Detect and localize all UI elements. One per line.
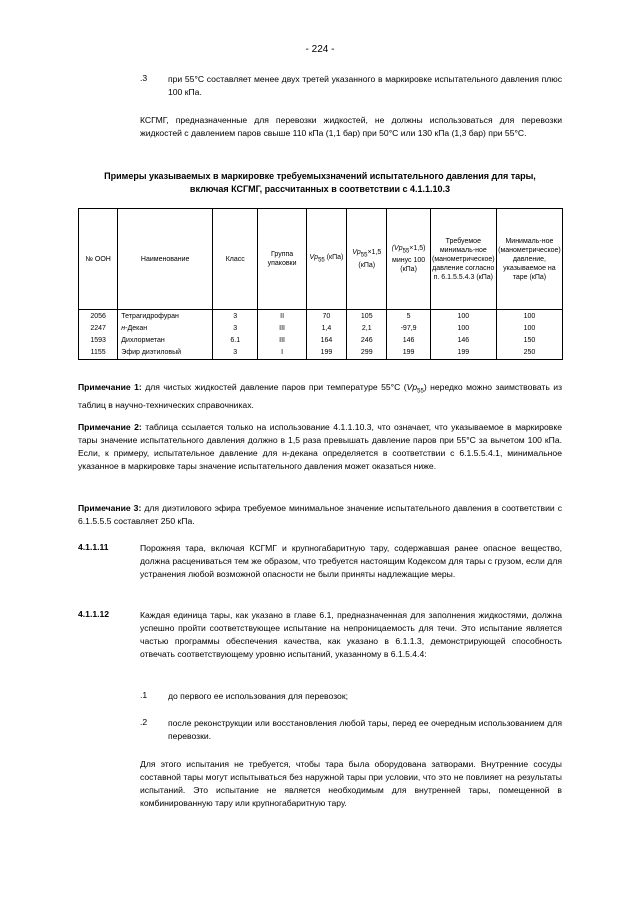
section-4-1-1-11-number: 4.1.1.11 xyxy=(78,542,109,552)
cell-group: III xyxy=(258,323,306,335)
cell-minus: 199 xyxy=(387,347,430,360)
note-1-label: Примечание 1: xyxy=(78,382,142,392)
cell-vp: 1,4 xyxy=(306,323,346,335)
section-4-1-1-12-closing: Для этого испытания не требуется, чтобы тара была оборудована затворами. Внутренние сосуды составной тары могут испытываться без наружной тары при условии, что это не повлияет на результаты испытаний. Это испытание не является необходимым для внутренней тары, помещенной в комбинированную тару или крупногабаритную тару. xyxy=(140,759,562,808)
note-3 xyxy=(78,502,562,528)
note-1-text-a: для чистых жидкостей давление паров при температуре 55°С ( xyxy=(141,382,407,392)
table-row xyxy=(79,347,563,360)
cell-class: 3 xyxy=(213,347,258,360)
cell-minus: 5 xyxy=(387,310,430,324)
header-vp15-symbol: Vp xyxy=(352,249,361,257)
cell-required: 100 xyxy=(430,323,496,335)
cell-vp15: 105 xyxy=(347,310,387,324)
item-3-text: при 55°С составляет менее двух третей указанного в маркировке испытательного давления плюс 100 кПа. xyxy=(168,74,562,97)
header-minus100-symbol: (Vp xyxy=(391,244,403,252)
section-4-1-1-11-text: Порожняя тара, включая КСГМГ и крупногабаритную тару, содержавшая ранее опасное вещество, должна расцениваться тем же образом, что требуется настоящим Кодексом для тары с грузом, если для устранения любой возможной опасности не были приняты надлежащие меры. xyxy=(140,543,562,579)
pressure-table xyxy=(78,208,563,360)
cell-marked: 100 xyxy=(496,310,562,324)
cell-vp15: 299 xyxy=(347,347,387,360)
note-1-text-b: ) нередко можно заимствовать из таблиц в научно-технических справочниках. xyxy=(78,382,563,410)
list-item-1-text: до первого ее использования для перевозок; xyxy=(168,691,348,701)
cell-vp: 164 xyxy=(306,335,346,347)
note-2 xyxy=(78,421,562,473)
table-title-line-1: Примеры указываемых в маркировке требуемыхзначений испытательного давления для тары, xyxy=(104,171,536,181)
page-number: - 224 - xyxy=(305,44,335,55)
note-2-label: Примечание 2: xyxy=(78,422,142,432)
cell-required: 199 xyxy=(430,347,496,360)
cell-group: II xyxy=(258,310,306,324)
list-item-1-number: .1 xyxy=(140,690,148,700)
note-3-text: для диэтилового эфира требуемое минимальное значение испытательного давления в соответствии с 6.1.5.5.5 составляет 250 кПа. xyxy=(78,503,563,526)
note-1-vp-symbol: Vp xyxy=(406,382,418,392)
note-2-text: таблица ссылается только на использование 4.1.1.10.3, что означает, что указываемое в маркировке тары значение испытательного давления должно в 1,5 раза превышать давление паров при 55°С за вычетом 100 кПа. Если, к примеру, испытательное давление для н-декана определяется в соответствии с 6.1.5.5.4.1, минимальное указанное в маркировке тары значение испытательного давления может оказаться ниже. xyxy=(78,422,562,471)
section-4-1-1-12-text: Каждая единица тары, как указано в главе 6.1, предназначенная для заполнения жидкостями, должна успешно пройти соответствующее испытание на непроницаемость для течи. Это испытание является частью программы обеспечения качества, как указано в 6.1.1.3, демонстрирующей способность отвечать соответствующему уровню испытаний, указанному в 6.1.5.4.4: xyxy=(140,610,562,659)
header-vp55 xyxy=(306,209,346,310)
note-3-label: Примечание 3: xyxy=(78,503,142,513)
cell-name-italic-prefix: н xyxy=(121,325,126,332)
table-header-row xyxy=(79,209,563,310)
cell-required: 146 xyxy=(430,335,496,347)
table-title xyxy=(78,170,562,196)
header-required: Требуемое минималь-ное (манометрическое) давление согласно п. 6.1.5.5.4.3 (кПа) xyxy=(430,209,496,310)
cell-un: 2056 xyxy=(79,310,118,324)
note-1-vp-subscript: 55 xyxy=(417,388,424,395)
header-class: Класс xyxy=(213,209,258,310)
header-vp15-rest: ×1,5 (кПа) xyxy=(358,249,382,269)
cell-minus: 146 xyxy=(387,335,430,347)
table-title-line-2: включая КСГМГ, рассчитанных в соответствии с 4.1.1.10.3 xyxy=(189,184,451,194)
header-minus100-subscript: 55 xyxy=(402,248,410,255)
header-vp55-subscript: 55 xyxy=(318,257,325,264)
cell-group: III xyxy=(258,335,306,347)
cell-name xyxy=(118,323,213,335)
header-group: Группа упаковки xyxy=(258,209,306,310)
cell-class: 6.1 xyxy=(213,335,258,347)
cell-marked: 250 xyxy=(496,347,562,360)
header-min-specified: Минималь-ное (манометрическое) давление, указываемое на таре (кПа) xyxy=(496,209,562,310)
ksgmg-paragraph: КСГМГ, предназначенные для перевозки жидкостей, не должны использоваться для перевозки жидкостей с давлением паров свыше 110 кПа (1,1 бар) при 50°С или 130 кПа (1,3 бар) при 55°С. xyxy=(140,115,562,138)
header-vp55-unit: (кПа) xyxy=(324,253,344,261)
header-un: № ООН xyxy=(79,209,118,310)
header-vp15 xyxy=(347,209,387,310)
header-name: Наименование xyxy=(118,209,213,310)
header-vp15-subscript: 55 xyxy=(360,252,368,259)
section-4-1-1-12-number: 4.1.1.12 xyxy=(78,609,110,619)
cell-vp15: 246 xyxy=(347,335,387,347)
cell-class: 3 xyxy=(213,310,258,324)
header-vp55-symbol: Vp xyxy=(309,253,319,261)
cell-vp: 199 xyxy=(306,347,346,360)
cell-name: Дихлорметан xyxy=(118,335,213,347)
list-item-2-text: после реконструкции или восстановления любой тары, перед ее очередным использованием для перевозки. xyxy=(168,718,562,741)
table-row xyxy=(79,335,563,347)
note-1 xyxy=(78,381,562,412)
cell-marked: 100 xyxy=(496,323,562,335)
header-minus100-rest: ×1,5) минус 100 (кПа) xyxy=(392,244,426,274)
cell-vp: 70 xyxy=(306,310,346,324)
cell-name: Тетрагидрофуран xyxy=(118,310,213,324)
cell-un: 2247 xyxy=(79,323,118,335)
table-row xyxy=(79,323,563,335)
cell-minus: -97,9 xyxy=(387,323,430,335)
cell-un: 1155 xyxy=(79,347,118,360)
cell-required: 100 xyxy=(430,310,496,324)
item-3-number: .3 xyxy=(140,73,148,83)
list-item-2-number: .2 xyxy=(140,717,148,727)
cell-name-rest: -Декан xyxy=(125,325,148,332)
cell-un: 1593 xyxy=(79,335,118,347)
cell-vp15: 2,1 xyxy=(347,323,387,335)
cell-marked: 150 xyxy=(496,335,562,347)
cell-name: Эфир диэтиловый xyxy=(118,347,213,360)
table-row xyxy=(79,310,563,324)
cell-group: I xyxy=(258,347,306,360)
cell-class: 3 xyxy=(213,323,258,335)
header-minus100 xyxy=(387,209,430,310)
